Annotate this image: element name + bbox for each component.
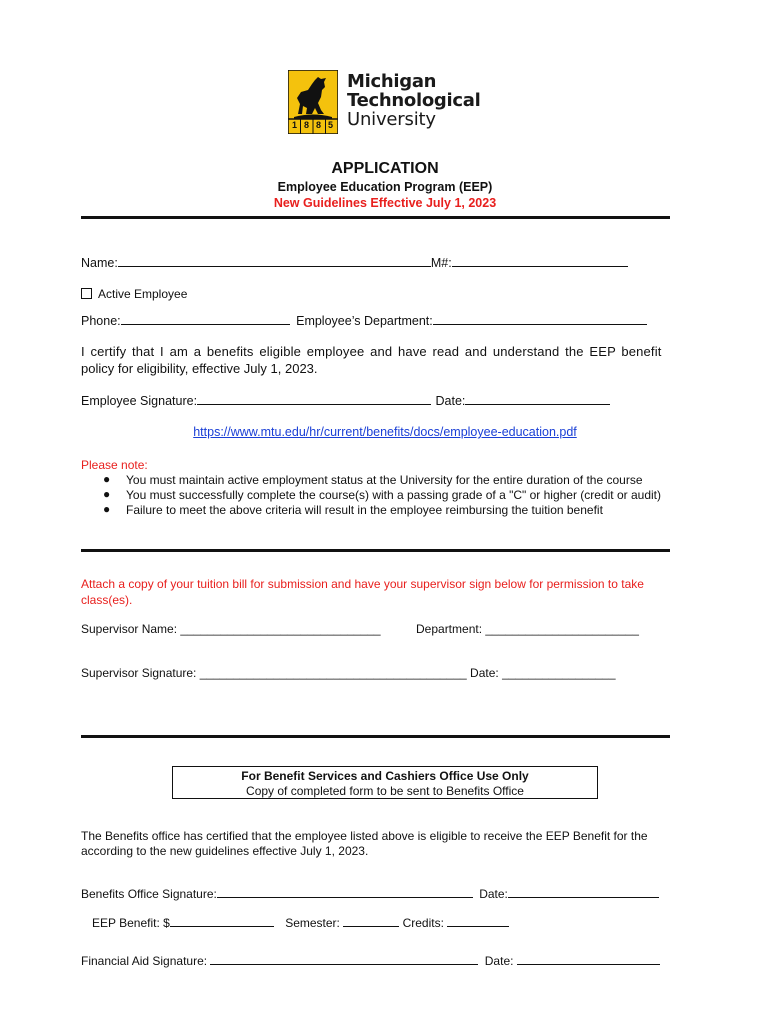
- active-employee-checkbox[interactable]: [81, 288, 92, 299]
- supervisor-name-row: [81, 622, 381, 636]
- credits-label: Credits:: [402, 916, 444, 930]
- supervisor-signature-label: Supervisor Signature:: [81, 666, 197, 680]
- office-use-subtitle: Copy of completed form to be sent to Benefits Office: [246, 784, 524, 798]
- financial-aid-row: [81, 954, 660, 968]
- credits-field[interactable]: [447, 916, 509, 927]
- bullet-icon: ●: [103, 487, 111, 501]
- supervisor-signature-row: [81, 666, 616, 680]
- supervisor-signature-field[interactable]: ________________________________________: [199, 666, 467, 680]
- supervisor-name-field[interactable]: ______________________________: [180, 622, 381, 636]
- divider-bottom: [81, 735, 670, 738]
- benefits-date-label: Date:: [479, 887, 508, 901]
- supervisor-date-field[interactable]: _________________: [502, 666, 616, 680]
- benefits-signature-row: [81, 887, 659, 901]
- eep-benefit-label: EEP Benefit: $: [92, 916, 170, 930]
- name-field[interactable]: [118, 256, 431, 267]
- bullet-icon: ●: [103, 472, 111, 486]
- supervisor-department-field[interactable]: _______________________: [485, 622, 639, 636]
- benefits-signature-field[interactable]: [217, 887, 473, 898]
- bullet-icon: ●: [103, 502, 111, 516]
- office-use-title: For Benefit Services and Cashiers Office Use Only: [241, 769, 529, 783]
- financial-aid-date-field[interactable]: [517, 954, 660, 965]
- name-row: [81, 256, 628, 270]
- phone-row: [81, 314, 647, 328]
- eep-benefit-field[interactable]: [170, 916, 274, 927]
- employee-signature-field[interactable]: [197, 394, 431, 405]
- m-number-field[interactable]: [452, 256, 628, 267]
- department-label: Employee’s Department:: [296, 314, 433, 328]
- supervisor-name-label: Supervisor Name:: [81, 622, 178, 636]
- supervisor-department-label: Department:: [416, 622, 483, 636]
- active-employee-row: [81, 287, 187, 301]
- employee-date-field[interactable]: [465, 394, 610, 405]
- financial-aid-date-label: Date:: [484, 954, 514, 968]
- eep-benefit-row: [92, 916, 509, 930]
- employee-signature-label: Employee Signature:: [81, 394, 198, 408]
- name-label: Name:: [81, 256, 118, 270]
- semester-label: Semester:: [285, 916, 340, 930]
- logo-wordmark: [347, 72, 480, 129]
- divider-middle: [81, 549, 670, 552]
- financial-aid-signature-field[interactable]: [210, 954, 478, 965]
- program-subtitle: Employee Education Program (EEP): [277, 180, 493, 194]
- please-note-heading: Please note:: [81, 458, 148, 472]
- note-item: You must successfully complete the course(s) with a passing grade of a "C" or higher (credit or audit): [126, 488, 661, 502]
- effective-date-notice: New Guidelines Effective July 1, 2023: [273, 196, 497, 210]
- benefits-signature-label: Benefits Office Signature:: [81, 887, 217, 901]
- certify-line-1: I certify that I am a benefits eligible employee and have read and understand the EEP benefit: [81, 344, 662, 359]
- employee-signature-row: [81, 394, 610, 408]
- certified-line-1: The Benefits office has certified that the employee listed above is eligible to receive the EEP Benefit for the: [81, 829, 648, 843]
- logo-line-technological: Technological: [347, 90, 481, 111]
- mtu-logo: [288, 70, 341, 139]
- note-item: You must maintain active employment status at the University for the entire duration of the course: [126, 473, 643, 487]
- supervisor-date-label: Date:: [470, 666, 499, 680]
- note-item: Failure to meet the above criteria will result in the employee reimbursing the tuition benefit: [126, 503, 603, 517]
- page-title: APPLICATION: [331, 160, 439, 177]
- supervisor-instruction-2: class(es).: [81, 593, 133, 607]
- supervisor-instruction-1: Attach a copy of your tuition bill for submission and have your supervisor sign below for permission to take: [81, 577, 644, 591]
- divider-top: [81, 216, 670, 219]
- department-field[interactable]: [433, 314, 647, 325]
- employee-date-label: Date:: [435, 394, 466, 408]
- financial-aid-signature-label: Financial Aid Signature:: [81, 954, 208, 968]
- logo-line-university: University: [347, 109, 436, 130]
- phone-label: Phone:: [81, 314, 121, 328]
- m-number-label: M#:: [430, 256, 452, 270]
- logo-year: 1885: [292, 120, 341, 130]
- office-use-box: [172, 766, 598, 799]
- certified-line-2: according to the new guidelines effective July 1, 2023.: [81, 844, 369, 858]
- supervisor-department-row: [416, 622, 639, 636]
- policy-link[interactable]: https://www.mtu.edu/hr/current/benefits/docs/employee-education.pdf: [193, 425, 577, 439]
- benefits-date-field[interactable]: [508, 887, 659, 898]
- certify-line-2: policy for eligibility, effective July 1, 2023.: [81, 361, 318, 376]
- semester-field[interactable]: [343, 916, 399, 927]
- phone-field[interactable]: [121, 314, 290, 325]
- active-employee-label: Active Employee: [98, 287, 188, 301]
- logo-line-michigan: Michigan: [347, 71, 437, 92]
